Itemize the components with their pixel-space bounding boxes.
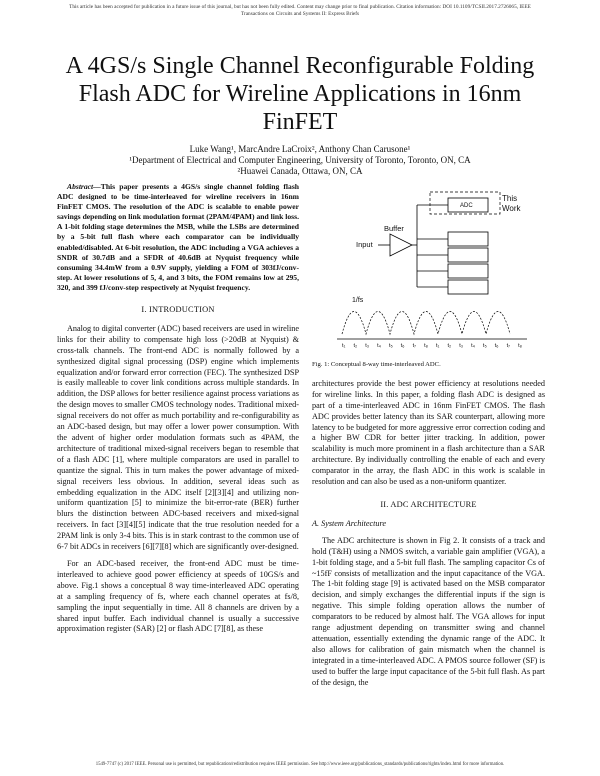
abstract-label: Abstract— bbox=[67, 182, 101, 191]
phase-label: t₁ bbox=[342, 343, 346, 349]
buffer-label: Buffer bbox=[384, 224, 404, 233]
right-column bbox=[312, 184, 545, 688]
copyright-footer: 1549-7747 (c) 2017 IEEE. Personal use is permitted, but republication/redistribution requires IEEE permission. See http://www.ieee.org/publications_standards/publications/rights/index.html for more information. bbox=[95, 762, 505, 767]
phase-label: t₇ bbox=[412, 343, 417, 349]
phase-label: t₈ bbox=[518, 343, 522, 349]
phase-label: t₅ bbox=[388, 343, 393, 349]
author-names: Luke Wang¹, MarcAndre LaCroix², Anthony Chan Carusone¹ bbox=[189, 144, 411, 154]
header-line-1: This article has been accepted for publication in a future issue of this journal, but has not been fully edited. Content may change prior to final publication. Citation information: DOI 10.1109/TCSII.2017.2726065, IEEE bbox=[69, 4, 531, 10]
arch-subheading: A. System Architecture bbox=[312, 518, 387, 528]
this-work-label bbox=[502, 194, 521, 214]
affiliation-1: ¹Department of Electrical and Computer Engineering, University of Toronto, Toronto, ON, CA bbox=[129, 155, 471, 165]
arch-heading: II. ADC ARCHITECTURE bbox=[380, 499, 477, 509]
sampling-waveform bbox=[342, 312, 510, 335]
author-block bbox=[40, 144, 560, 177]
this-work-label-line-1: This bbox=[502, 194, 518, 203]
phase-label: t₅ bbox=[482, 343, 487, 349]
left-column bbox=[57, 182, 299, 635]
phase-label: t₂ bbox=[447, 343, 452, 349]
this-work-label-line-2: Work bbox=[502, 204, 521, 213]
paper-title: A 4GS/s Single Channel Reconfigurable Folding Flash ADC for Wireline Applications in 16nm FinFET bbox=[65, 53, 535, 135]
phase-label: t₃ bbox=[365, 343, 369, 349]
affiliation-2: ²Huawei Canada, Ottawa, ON, CA bbox=[237, 166, 363, 176]
phase-label: t₇ bbox=[506, 343, 510, 349]
abstract bbox=[57, 182, 299, 293]
running-header bbox=[18, 4, 582, 18]
abstract-text: This paper presents a 4GS/s single channel folding flash ADC designed to be time-interleaved for wireline receivers in 16nm FinFET CMOS. The resolution of the ADC is scalable to enable power savings depending on link modulation format (2PAM/4PAM) and link loss. A 1-bit folding stage determines the MSB, while the LSBs are determined by a 5-bit full flash where each comparator can be individually enabled/disabled. At 6-bit resolution, the ADC including a VGA achieves a SNDR of 30.7dB and a SFDR of 40.6dB at Nyquist frequency while consuming 34.4mW from a 0.9V supply, yielding a FOM of 303fJ/conv-step. At lower resolutions of 5, 4, and 3 bits, the FOM remains low at 295, 320, and 399 fJ/conv-step respectively at Nyquist frequency. bbox=[57, 182, 299, 292]
phase-label: t₆ bbox=[494, 343, 499, 349]
intro-paragraph-2: For an ADC-based receiver, the front-end ADC must be time-interleaved to achieve good power efficiency at speeds of 10GS/s and above. Fig.1 shows a conceptual 8 way time-interleaved ADC operating at a sampling frequency of fs, where each channel operates at fs/8, sampling the input sequentially in time. All 8 channels are driven by a shared input buffer. Each individual channel is usually a successive approximation register (SAR) [2] or flash ADC [7][8], as these bbox=[57, 558, 299, 634]
phase-label: t₄ bbox=[471, 343, 475, 349]
adc-label: ADC bbox=[460, 203, 473, 209]
phase-label: t₄ bbox=[377, 343, 381, 349]
intro-paragraph-1: Analog to digital converter (ADC) based receivers are used in wireline links for their ability to compensate high loss (>20dB at Nyquist) & cross-talk channels. The front-end ADC is normally followed by a synthesized digital signal processing (DSP) engine which implements equalization and/or forward error correction (FEC). The synthesized DSP is easily malleable to cover link conditions across multiple standards. In addition, the DSP allows for better resilience against process variations as the design moves to smaller CMOS technology nodes. Traditional mixed-signal receivers do not offer as much portability and re-configurability as an ADC-based design, but may offer a lower power consumption. With the advent of higher order modulation formats such as 4PAM, the architecture of traditional mixed-signal receivers began to resemble that of a flash ADC [1], where multiple comparators are used in parallel to quantize the signal. This in turn makes the power advantage of mixed-signal receivers less obvious. In addition, several ideas such as embedding equalization in the ADC itself [2][3][4] and utilizing non-uniform quantization [5] to minimize the bit-error-rate (BER) further blurs the distinction between ADC-based receivers and mixed-signal receivers. In fact [3][4][5] indicate that the true resolution needed for a 2PAM link is only 3-4 bits. This is in stark contrast to the common use of 6-7 bit ADCs in receivers [6][7][8] which are significantly over-designed. bbox=[57, 323, 299, 552]
intro-heading: I. INTRODUCTION bbox=[141, 305, 215, 315]
phase-label: t₂ bbox=[353, 343, 358, 349]
phase-label: t₃ bbox=[459, 343, 463, 349]
phase-label: t₈ bbox=[424, 343, 428, 349]
phase-label: t₆ bbox=[400, 343, 405, 349]
phase-label: t₁ bbox=[435, 343, 440, 349]
buffer-triangle bbox=[390, 234, 412, 256]
figure-1 bbox=[312, 184, 545, 356]
rate-label: 1/fs bbox=[352, 297, 364, 304]
phase-labels bbox=[342, 341, 522, 352]
figure-1-caption: Fig. 1: Conceptual 8-way time-interleaved ADC. bbox=[312, 361, 441, 368]
input-label: Input bbox=[356, 240, 373, 249]
arch-paragraph-1: The ADC architecture is shown in Fig 2. It consists of a track and hold (T&H) using a NMOS switch, a variable gain amplifier (VGA), a 1-bit folding stage, and a 5-bit full flash. The sampling capacitor Cs of ~15fF consists of metallization and the input capacitance of the VGA. The 1-bit folding stage [9] is activated based on the MSB comparator decision, and simply exchanges the differential inputs if the sign is negative. This simple folding operation allows the number of comparators to be reduced by almost half. The VGA allows for input range adjustment depending on transmitter swing and channel attenuation, essentially extending the dynamic range of the ADC. It also allows for calibration of gain mismatch when the channel is integrated in a time-interleaved ADC. A PMOS source follower (SF) is used to buffer the large input capacitance of the 5-bit full flash. As part of the design, the bbox=[312, 535, 545, 687]
right-paragraph-1: architectures provide the best power efficiency at resolutions needed for wireline links. In this paper, a folding flash ADC is designed as part of a time-interleaved ADC in 16nm FinFET CMOS. The flash ADC provides better latency than its SAR counterpart, allowing more latency to be budgeted for more aggressive error correction coding and a higher BW CDR for better jitter tracking. In addition, power scalability is much more prominent in a flash architecture than a SAR architecture. By individually controlling the enable of each and every comparator in the array, the flash ADC in this work is scalable in resolution and can also be used as a non-uniform quantizer. bbox=[312, 378, 545, 487]
adc-channel-stack bbox=[448, 198, 488, 294]
header-line-2: Transactions on Circuits and Systems II: Express Briefs bbox=[240, 11, 360, 17]
